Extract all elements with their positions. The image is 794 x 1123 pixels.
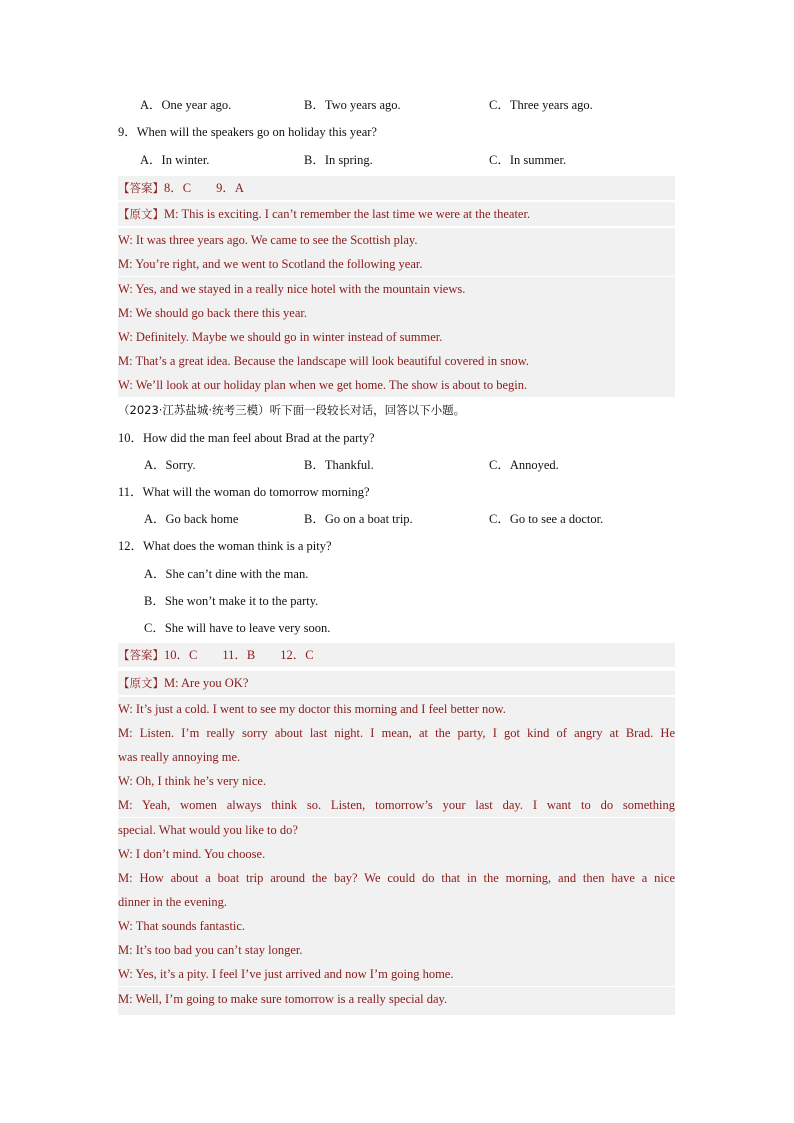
- q8-option-a: A．One year ago.: [140, 98, 232, 112]
- transcript-tag: 【原文】: [118, 676, 164, 690]
- answer-tag: 【答案】: [118, 648, 164, 662]
- q12-option-b-row: [118, 589, 675, 613]
- q10-option-c: C．Annoyed.: [489, 458, 559, 472]
- transcript-1-line-2: M: You’re right, and we went to Scotland the following year.: [118, 252, 675, 276]
- q12-option-b: B．She won’t make it to the party.: [144, 594, 319, 608]
- transcript-2-line-0: W: It’s just a cold. I went to see my doctor this morning and I feel better now.: [118, 697, 675, 721]
- q10-option-b: B．Thankful.: [304, 458, 374, 472]
- transcript-2-line-11: W: Yes, it’s a pity. I feel I’ve just arrived and now I’m going home.: [118, 962, 675, 986]
- transcript-2-line-12: M: Well, I’m going to make sure tomorrow is a really special day.: [118, 987, 675, 1011]
- transcript-1-line-4: M: We should go back there this year.: [118, 301, 675, 325]
- q10-options: [118, 453, 675, 477]
- q11-option-a: A．Go back home: [144, 512, 239, 526]
- transcript-2-first: [118, 671, 675, 695]
- answer-block-1: [118, 176, 675, 200]
- transcript-2-line-6: W: I don’t mind. You choose.: [118, 842, 675, 866]
- q12-option-a-row: [118, 562, 675, 586]
- transcript-2-line-5: special. What would you like to do?: [118, 818, 675, 842]
- q9-question: 9．When will the speakers go on holiday this year?: [118, 125, 377, 139]
- q12-option-a: A．She can’t dine with the man.: [144, 567, 309, 581]
- q11-option-b: B．Go on a boat trip.: [304, 512, 413, 526]
- transcript-line: M: Are you OK?: [164, 676, 249, 690]
- q10-option-a: A．Sorry.: [144, 458, 196, 472]
- transcript-2-line-8: dinner in the evening.: [118, 890, 675, 914]
- transcript-2-bottom-pad: [118, 1011, 675, 1015]
- transcript-2-line-9: W: That sounds fantastic.: [118, 914, 675, 938]
- transcript-1-line-1: W: It was three years ago. We came to see the Scottish play.: [118, 228, 675, 252]
- answer-text: 8．C 9．A: [164, 181, 244, 195]
- transcript-1-line-0: [118, 202, 675, 226]
- answer-tag: 【答案】: [118, 181, 164, 195]
- transcript-2-line-7: M: How about a boat trip around the bay? We could do that in the morning, and then have a nice: [118, 866, 675, 890]
- answer-block-2: [118, 643, 675, 667]
- section-intro: （2023·江苏盐城·统考三模）听下面一段较长对话，回答以下小题。: [118, 403, 466, 417]
- transcript-line: M: This is exciting. I can’t remember the last time we were at the theater.: [164, 207, 531, 221]
- transcript-1-line-3: W: Yes, and we stayed in a really nice hotel with the mountain views.: [118, 277, 675, 301]
- transcript-1-line-7: W: We’ll look at our holiday plan when we get home. The show is about to begin.: [118, 373, 675, 397]
- q9-option-a: A．In winter.: [140, 153, 210, 167]
- q10-question: 10．How did the man feel about Brad at the party?: [118, 431, 375, 445]
- q12-option-c: C．She will have to leave very soon.: [144, 621, 331, 635]
- q8-options: [118, 93, 675, 117]
- transcript-2-line-2: was really annoying me.: [118, 745, 675, 769]
- q9-option-c: C．In summer.: [489, 153, 567, 167]
- q8-option-c: C．Three years ago.: [489, 98, 593, 112]
- transcript-1-line-5: W: Definitely. Maybe we should go in winter instead of summer.: [118, 325, 675, 349]
- q11-options: [118, 507, 675, 531]
- transcript-2-line-10: M: It’s too bad you can’t stay longer.: [118, 938, 675, 962]
- q12-option-c-row: [118, 616, 675, 640]
- transcript-2-line-1: M: Listen. I’m really sorry about last night. I mean, at the party, I got kind of angry at Brad. He: [118, 721, 675, 745]
- transcript-2-line-3: W: Oh, I think he’s very nice.: [118, 769, 675, 793]
- q8-option-b: B．Two years ago.: [304, 98, 401, 112]
- q9-options: [118, 148, 675, 172]
- q12-question: 12．What does the woman think is a pity?: [118, 539, 332, 553]
- answer-text: 10．C 11．B 12．C: [164, 648, 314, 662]
- transcript-2-line-4: M: Yeah, women always think so. Listen, tomorrow’s your last day. I want to do something: [118, 793, 675, 817]
- transcript-tag: 【原文】: [118, 207, 164, 221]
- q11-option-c: C．Go to see a doctor.: [489, 512, 604, 526]
- q11-question: 11．What will the woman do tomorrow morning?: [118, 485, 370, 499]
- transcript-1-line-6: M: That’s a great idea. Because the landscape will look beautiful covered in snow.: [118, 349, 675, 373]
- q9-option-b: B．In spring.: [304, 153, 373, 167]
